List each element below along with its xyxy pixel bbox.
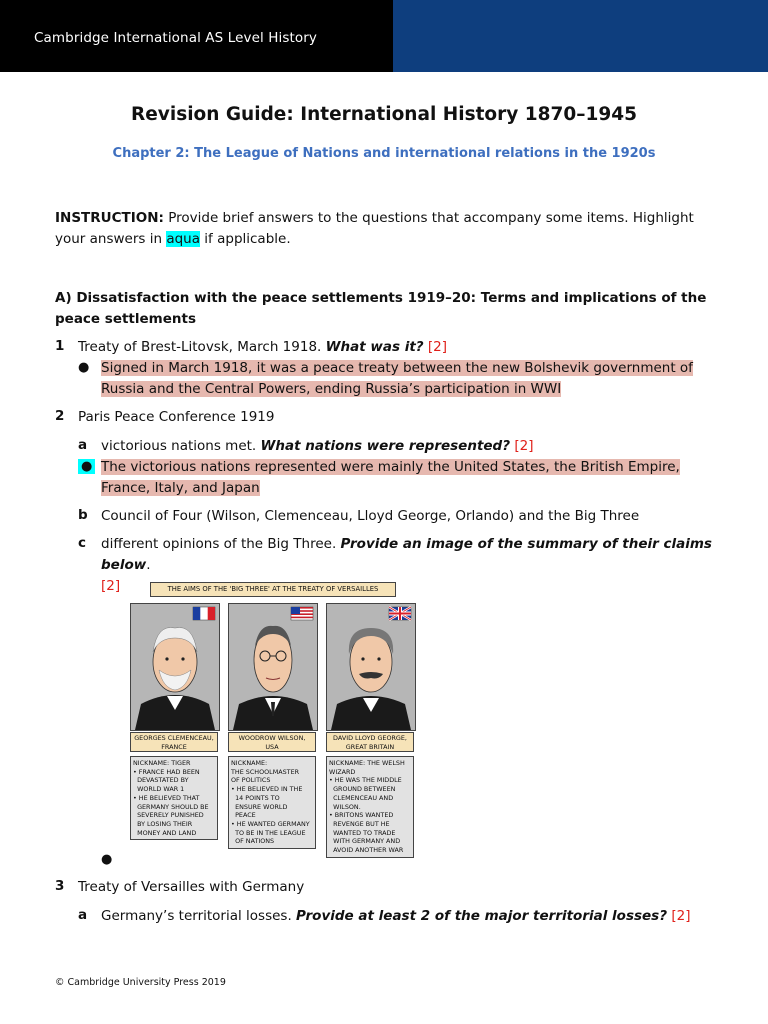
q2c-question: Provide an image of the summary of their claims below: [101, 536, 712, 573]
q1-marks: [2]: [423, 339, 448, 355]
document-title: Revision Guide: International History 1870–1945: [131, 104, 637, 125]
section-a-heading: A) Dissatisfaction with the peace settlements 1919–20: Terms and implications of the peace settlements: [55, 290, 707, 327]
wilson-portrait: [228, 603, 318, 731]
instruction-text-end: if applicable.: [200, 231, 291, 247]
lloyd-george-caption: DAVID LLOYD GEORGE, GREAT BRITAIN: [326, 732, 414, 752]
q3a-marks: [2]: [667, 908, 691, 924]
lloyd-george-portrait: [326, 603, 416, 731]
q1-answer: [101, 358, 741, 400]
q2c-prompt: different opinions of the Big Three.: [101, 536, 341, 552]
q2a-marks: [2]: [510, 438, 534, 454]
header-blue-band: [393, 0, 768, 72]
lloyd-george-description: NICKNAME: THE WELSH WIZARD • HE WAS THE MIDDLE GROUND BETWEEN CLEMENCEAU AND WILSON. • BRITONS WANTED REVENGE BUT HE WANTED TO TRADE WITH GERMANY AND AVOID ANOTHER WAR: [326, 756, 414, 858]
q3-text: Treaty of Versailles with Germany: [78, 879, 305, 895]
q1-prompt: Treaty of Brest-Litovsk, March 1918.: [78, 339, 326, 355]
clemenceau-caption: GEORGES CLEMENCEAU, FRANCE: [130, 732, 218, 752]
q2a-text: [101, 436, 721, 457]
q3-number: 3: [55, 878, 65, 894]
q2c-letter: c: [78, 535, 87, 551]
clemenceau-portrait: [130, 603, 220, 731]
q2b-letter: b: [78, 507, 88, 523]
comic-title: THE AIMS OF THE 'BIG THREE' AT THE TREATY OF VERSAILLES: [150, 582, 396, 597]
q1-answer-bullet: ●: [78, 360, 90, 375]
q2c-answer-bullet: ●: [101, 852, 113, 867]
clemenceau-description: NICKNAME: TIGER • FRANCE HAD BEEN DEVASTATED BY WORLD WAR 1 • HE BELIEVED THAT GERMANY SHOULD BE SEVERELY PUNISHED BY LOSING THEIR MONEY AND LAND: [130, 756, 218, 840]
q2-text: Paris Peace Conference 1919: [78, 409, 275, 425]
q2c-period: .: [146, 557, 151, 573]
big-three-comic-image: [128, 582, 418, 860]
wilson-caption: WOODROW WILSON, USA: [228, 732, 316, 752]
instruction-text: Provide brief answers to the questions that accompany some items. Highlight your answers in: [55, 210, 694, 247]
q2-number: 2: [55, 408, 65, 424]
q1-answer-line1: Signed in March 1918, it was a peace treaty between the new Bolshevik government of: [101, 360, 693, 376]
wilson-description: NICKNAME: THE SCHOOLMASTER OF POLITICS • HE BELIEVED IN THE 14 POINTS TO ENSURE WORLD PEACE • HE WANTED GERMANY TO BE IN THE LEAGUE OF NATIONS: [228, 756, 316, 849]
q2a-prompt: victorious nations met.: [101, 438, 261, 454]
q2a-answer-bullet: ●: [78, 459, 95, 474]
instruction-aqua-highlight: aqua: [166, 231, 201, 247]
q3a-letter: a: [78, 907, 88, 923]
q1-text: [78, 337, 718, 358]
q2a-answer-line1: The victorious nations represented were mainly the United States, the British Empire,: [101, 459, 680, 475]
q2a-letter: a: [78, 437, 88, 453]
q2a-answer-line2: France, Italy, and Japan: [101, 480, 260, 496]
instruction-label: INSTRUCTION:: [55, 210, 164, 226]
chapter-subtitle: Chapter 2: The League of Nations and international relations in the 1920s: [112, 146, 656, 161]
header-title: Cambridge International AS Level History: [34, 30, 317, 46]
q2a-answer: [101, 457, 741, 499]
q3a-prompt: Germany’s territorial losses.: [101, 908, 297, 924]
q3a-question: Provide at least 2 of the major territorial losses?: [296, 908, 668, 924]
q1-question: What was it?: [325, 339, 424, 355]
q1-answer-line2: Russia and the Central Powers, ending Russia’s participation in WWI: [101, 381, 562, 397]
q1-number: 1: [55, 338, 65, 354]
q2c-marks: [2]: [101, 578, 121, 594]
q2b-text: Council of Four (Wilson, Clemenceau, Lloyd George, Orlando) and the Big Three: [101, 508, 640, 524]
instruction-paragraph: [55, 208, 720, 250]
q2a-question: What nations were represented?: [260, 438, 511, 454]
q3a-text: [101, 906, 741, 927]
footer-copyright: © Cambridge University Press 2019: [55, 977, 226, 988]
